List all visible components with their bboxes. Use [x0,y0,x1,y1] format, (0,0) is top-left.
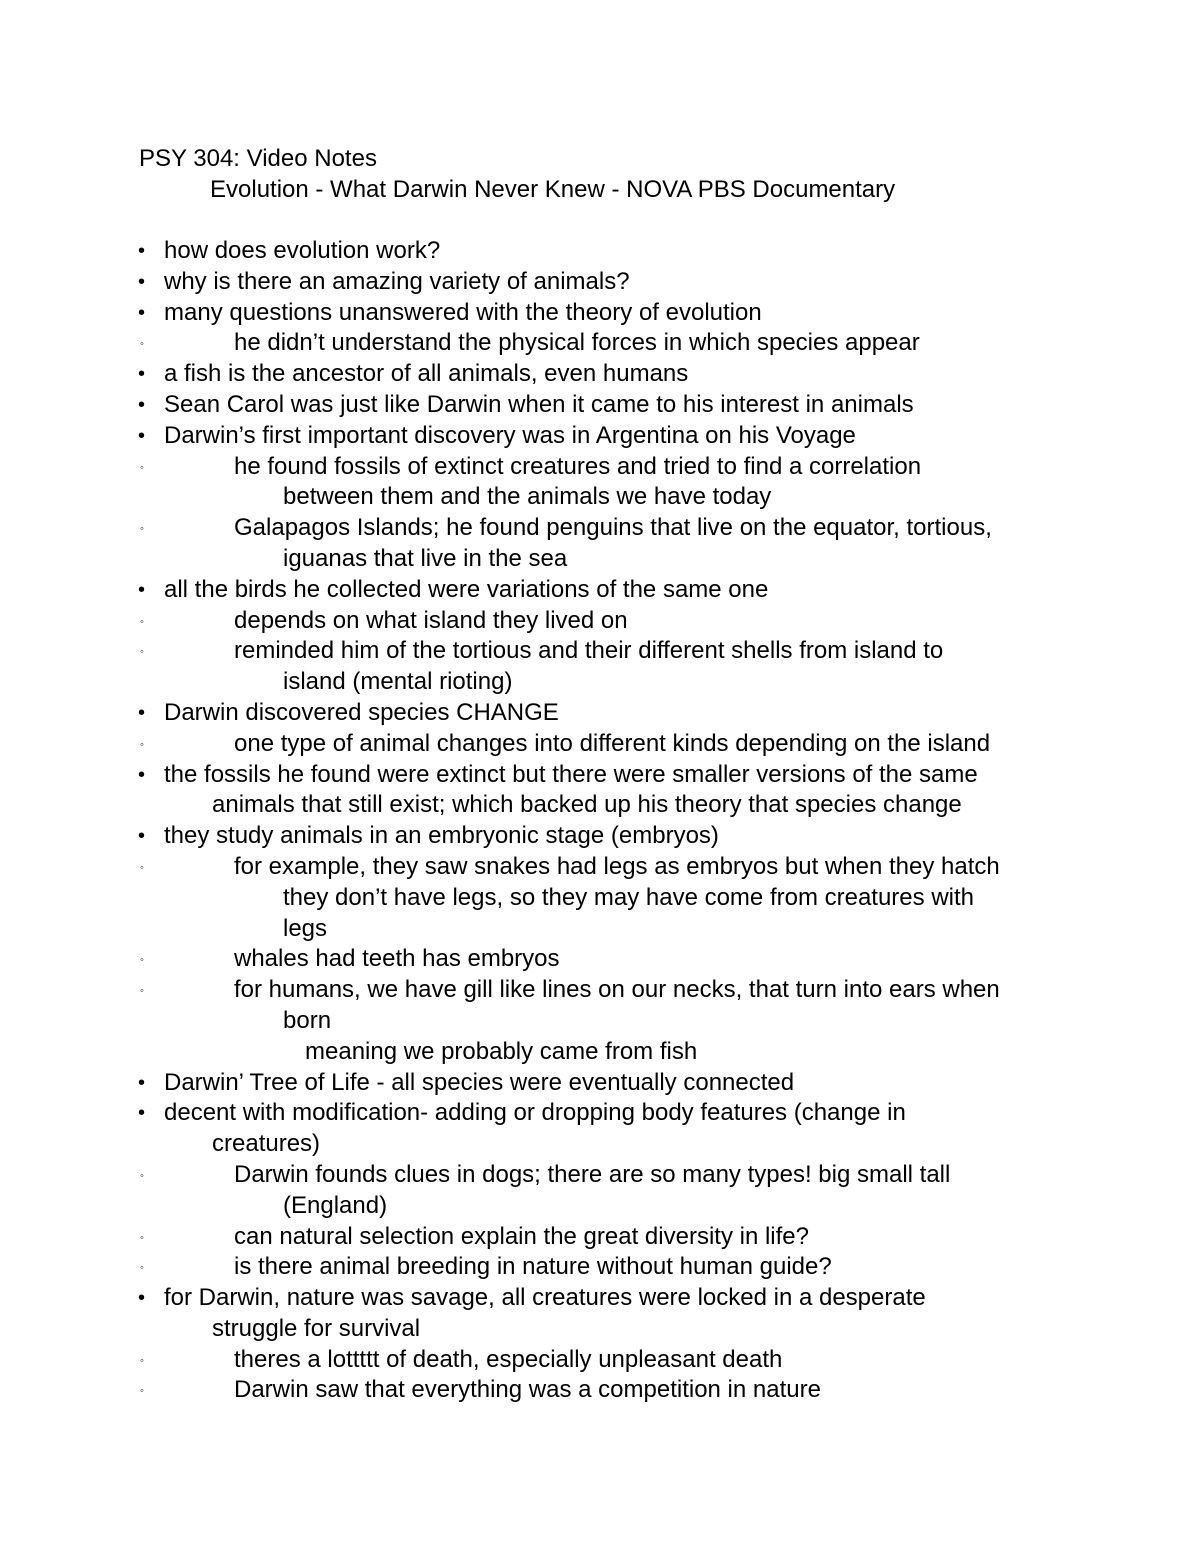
note-text: many questions unanswered with the theory of evolution [164,298,762,326]
list-item [0,328,1200,359]
note-text: he didn’t understand the physical forces in which species appear [234,329,920,357]
note-text: struggle for survival [212,1314,421,1342]
list-item [0,1068,1200,1099]
list-item [0,729,1200,760]
sub-bullet-icon: ◦ [140,615,144,628]
note-text: born [283,1006,332,1034]
list-item [0,821,1200,852]
sub-bullet-icon: ◦ [140,1169,144,1182]
note-text: animals that still exist; which backed up his theory that species change [212,791,962,819]
note-text: theres a lottttt of death, especially unpleasant death [234,1345,783,1373]
notes-list [0,236,1200,1406]
note-text: Darwin’s first important discovery was in Argentina on his Voyage [164,421,856,449]
note-text: Darwin saw that everything was a competition in nature [234,1376,821,1404]
sub-bullet-icon: ◦ [140,1385,144,1398]
list-item [0,1160,1200,1191]
note-text: Darwin founds clues in dogs; there are so many types! big small tall [234,1160,951,1188]
sub-bullet-icon: ◦ [140,954,144,967]
list-item [0,1283,1200,1314]
bullet-icon: • [138,763,146,786]
list-item [0,1006,1200,1037]
note-text: one type of animal changes into different kinds depending on the island [234,729,991,757]
list-item [0,1098,1200,1129]
list-item [0,636,1200,667]
note-text: (England) [283,1191,388,1219]
list-item [0,1375,1200,1406]
note-text: decent with modification- adding or dropping body features (change in [164,1099,906,1127]
list-item [0,1222,1200,1253]
list-item [0,544,1200,575]
bullet-icon: • [138,1071,146,1094]
sub-bullet-icon: ◦ [140,523,144,536]
list-item [0,452,1200,483]
bullet-icon: • [138,701,146,724]
list-item [0,513,1200,544]
sub-bullet-icon: ◦ [140,646,144,659]
list-item [0,944,1200,975]
note-text: the fossils he found were extinct but there were smaller versions of the same [164,760,978,788]
note-text: all the birds he collected were variations of the same one [164,575,769,603]
sub-bullet-icon: ◦ [140,338,144,351]
note-text: Galapagos Islands; he found penguins that live on the equator, tortious, [234,514,992,542]
note-text: they study animals in an embryonic stage (embryos) [164,822,719,850]
sub-bullet-icon: ◦ [140,1354,144,1367]
list-item [0,1314,1200,1345]
note-text: legs [283,914,328,942]
video-title: Evolution - What Darwin Never Knew - NOVA PBS Documentary [210,176,896,203]
note-text: island (mental rioting) [283,668,513,696]
list-item [0,1252,1200,1283]
note-text: he found fossils of extinct creatures and tried to find a correlation [234,452,922,480]
bullet-icon: • [138,578,146,601]
list-item [0,606,1200,637]
list-item [0,883,1200,914]
note-text: whales had teeth has embryos [234,945,560,973]
note-text: they don’t have legs, so they may have come from creatures with [283,883,974,911]
bullet-icon: • [138,393,146,416]
list-item [0,790,1200,821]
sub-bullet-icon: ◦ [140,985,144,998]
list-item [0,575,1200,606]
note-text: creatures) [212,1130,321,1158]
list-item [0,698,1200,729]
note-text: how does evolution work? [164,237,441,264]
list-item [0,1345,1200,1376]
note-text: a fish is the ancestor of all animals, even humans [164,360,689,388]
bullet-icon: • [138,270,146,293]
note-text: for Darwin, nature was savage, all creatures were locked in a desperate [164,1284,926,1312]
bullet-icon: • [138,240,146,262]
note-text: Sean Carol was just like Darwin when it came to his interest in animals [164,390,914,418]
sub-bullet-icon: ◦ [140,738,144,751]
note-text: iguanas that live in the sea [283,544,568,572]
bullet-icon: • [138,1287,146,1310]
list-item [0,267,1200,298]
note-text: is there animal breeding in nature without human guide? [234,1253,832,1281]
sub-bullet-icon: ◦ [140,1231,144,1244]
list-item [0,667,1200,698]
sub-bullet-icon: ◦ [140,1262,144,1275]
bullet-icon: • [138,363,146,386]
list-item [0,1037,1200,1068]
note-text: for example, they saw snakes had legs as embryos but when they hatch [234,852,1000,880]
list-item [0,390,1200,421]
note-text: reminded him of the tortious and their different shells from island to [234,637,944,665]
course-title: PSY 304: Video Notes [139,145,377,172]
list-item [0,482,1200,513]
note-text: Darwin’ Tree of Life - all species were eventually connected [164,1068,795,1096]
note-text: why is there an amazing variety of animals? [164,267,630,295]
list-item [0,359,1200,390]
bullet-icon: • [138,1102,146,1125]
note-text: can natural selection explain the great diversity in life? [234,1222,809,1250]
bullet-icon: • [138,424,146,447]
note-text: Darwin discovered species CHANGE [164,698,559,726]
list-item [0,760,1200,791]
list-item [0,1191,1200,1222]
bullet-icon: • [138,301,146,324]
list-item [0,1129,1200,1160]
sub-bullet-icon: ◦ [140,461,144,474]
list-item [0,236,1200,267]
note-text: for humans, we have gill like lines on our necks, that turn into ears when [234,976,1000,1004]
list-item [0,914,1200,945]
note-text: depends on what island they lived on [234,606,628,634]
list-item [0,975,1200,1006]
bullet-icon: • [138,825,146,848]
list-item [0,421,1200,452]
sub-bullet-icon: ◦ [140,861,144,874]
list-item [0,298,1200,329]
note-text: between them and the animals we have today [283,483,772,511]
note-text: meaning we probably came from fish [305,1037,698,1065]
list-item [0,852,1200,883]
